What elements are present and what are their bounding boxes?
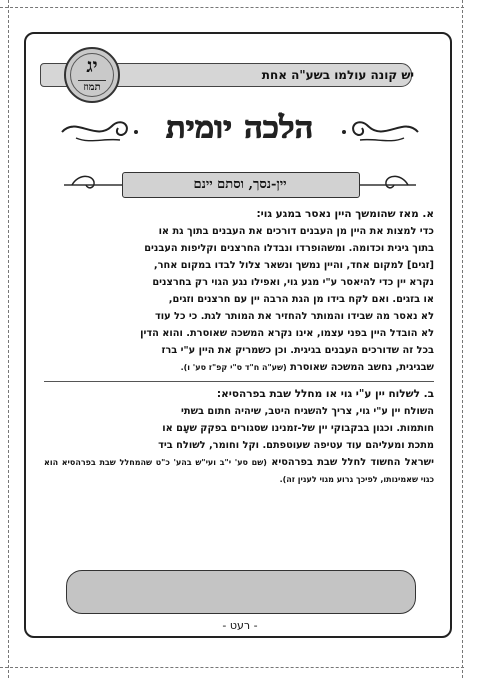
title-area bbox=[56, 108, 424, 152]
section-line: לא נאסר מה שבידו והמותר להחזיר את המותר לגת. כי כל עוד bbox=[154, 311, 434, 322]
subtitle: יין-נסך, וסתם יינם bbox=[193, 177, 287, 192]
section-line: או בזגים. ואם לקח בידו מן הגת הרבה יין עם חרצנים וזגים, bbox=[168, 294, 434, 305]
page-title: הלכה יומית bbox=[166, 110, 314, 146]
section-heading: ב. לשלוח יין ע"י גוי או מחלל שבת בפרהסיא: bbox=[216, 388, 434, 400]
badge-day-number: יג bbox=[86, 55, 98, 77]
bottom-panel bbox=[66, 570, 416, 614]
source-citation: (שע"ה ח"ד ס"י קפ"ז סע' ו). bbox=[180, 363, 287, 372]
badge-month: תמוז bbox=[83, 82, 101, 93]
cut-line-right bbox=[462, 0, 463, 678]
section-line: חותמות. וכגון בבקבוקי יין של-זמנינו שסגורים בפקק שעָם או bbox=[162, 423, 434, 434]
section-line: מתכת ומעליהם עוד עטיפה שעוטפתם. וקל וחומר, לשולח ביד bbox=[158, 440, 434, 451]
header-text: יש קונה עולמו בשע"ה אחת bbox=[261, 68, 414, 82]
section-line: לא הובדל היין בפני עצמו, אינו נקרא המשכה שאוסרת. והוא הדין bbox=[140, 328, 434, 339]
page-number: - רעט - bbox=[222, 619, 258, 632]
section-line: כדי למצות את היין מן העבנים דורכים את העבנים בתוך גת או bbox=[158, 226, 434, 237]
date-badge bbox=[64, 47, 120, 103]
section-line: בתוך גיגית וכדומה. ומשהופרדו ונבדלו החרצנים וקליפות העבנים bbox=[144, 243, 434, 254]
section-divider bbox=[44, 381, 434, 382]
section-line: בכל זה שדורכים העבנים בגיגית. וכן כשמריק את היין ע"י ברז bbox=[161, 345, 434, 356]
section-line-last bbox=[44, 454, 434, 488]
section-heading: א. מאז שהומשך היין נאסר במגע גוי: bbox=[256, 208, 434, 220]
section-line: ישראל החשוד לחלל שבת בפרהסיא bbox=[271, 457, 434, 468]
source-citation: (שם סע' י"ב ועי"ש בהע' כ"ט שהמחלל שבת בפרהסיא הוא כגוי שאמינותו, לפיכך גרוע מגוי לענין זה). bbox=[44, 458, 434, 484]
cut-line-top bbox=[0, 7, 464, 8]
subtitle-band bbox=[64, 170, 416, 200]
section-line: נקרא יין כדי להיאסר ע"י מגע גוי, ואפילו נגע הגוי רק בחרצנים bbox=[152, 277, 434, 288]
cut-line-left bbox=[8, 0, 9, 678]
section-line-last bbox=[44, 359, 434, 376]
cut-line-bottom bbox=[0, 667, 464, 668]
section-line: השולח יין ע"י גוי, צריך להשגיח היטב, שיהיה חתום בשתי bbox=[181, 406, 434, 417]
section-line: שבגיגית, נחשב המשכה שאוסרת bbox=[290, 362, 434, 373]
section-line: [זגים] למקום אחד, והיין נמשך ונשאר צלול לבדו במקום אחר, bbox=[153, 260, 434, 271]
badge-divider bbox=[78, 80, 106, 81]
article-body bbox=[44, 206, 434, 488]
